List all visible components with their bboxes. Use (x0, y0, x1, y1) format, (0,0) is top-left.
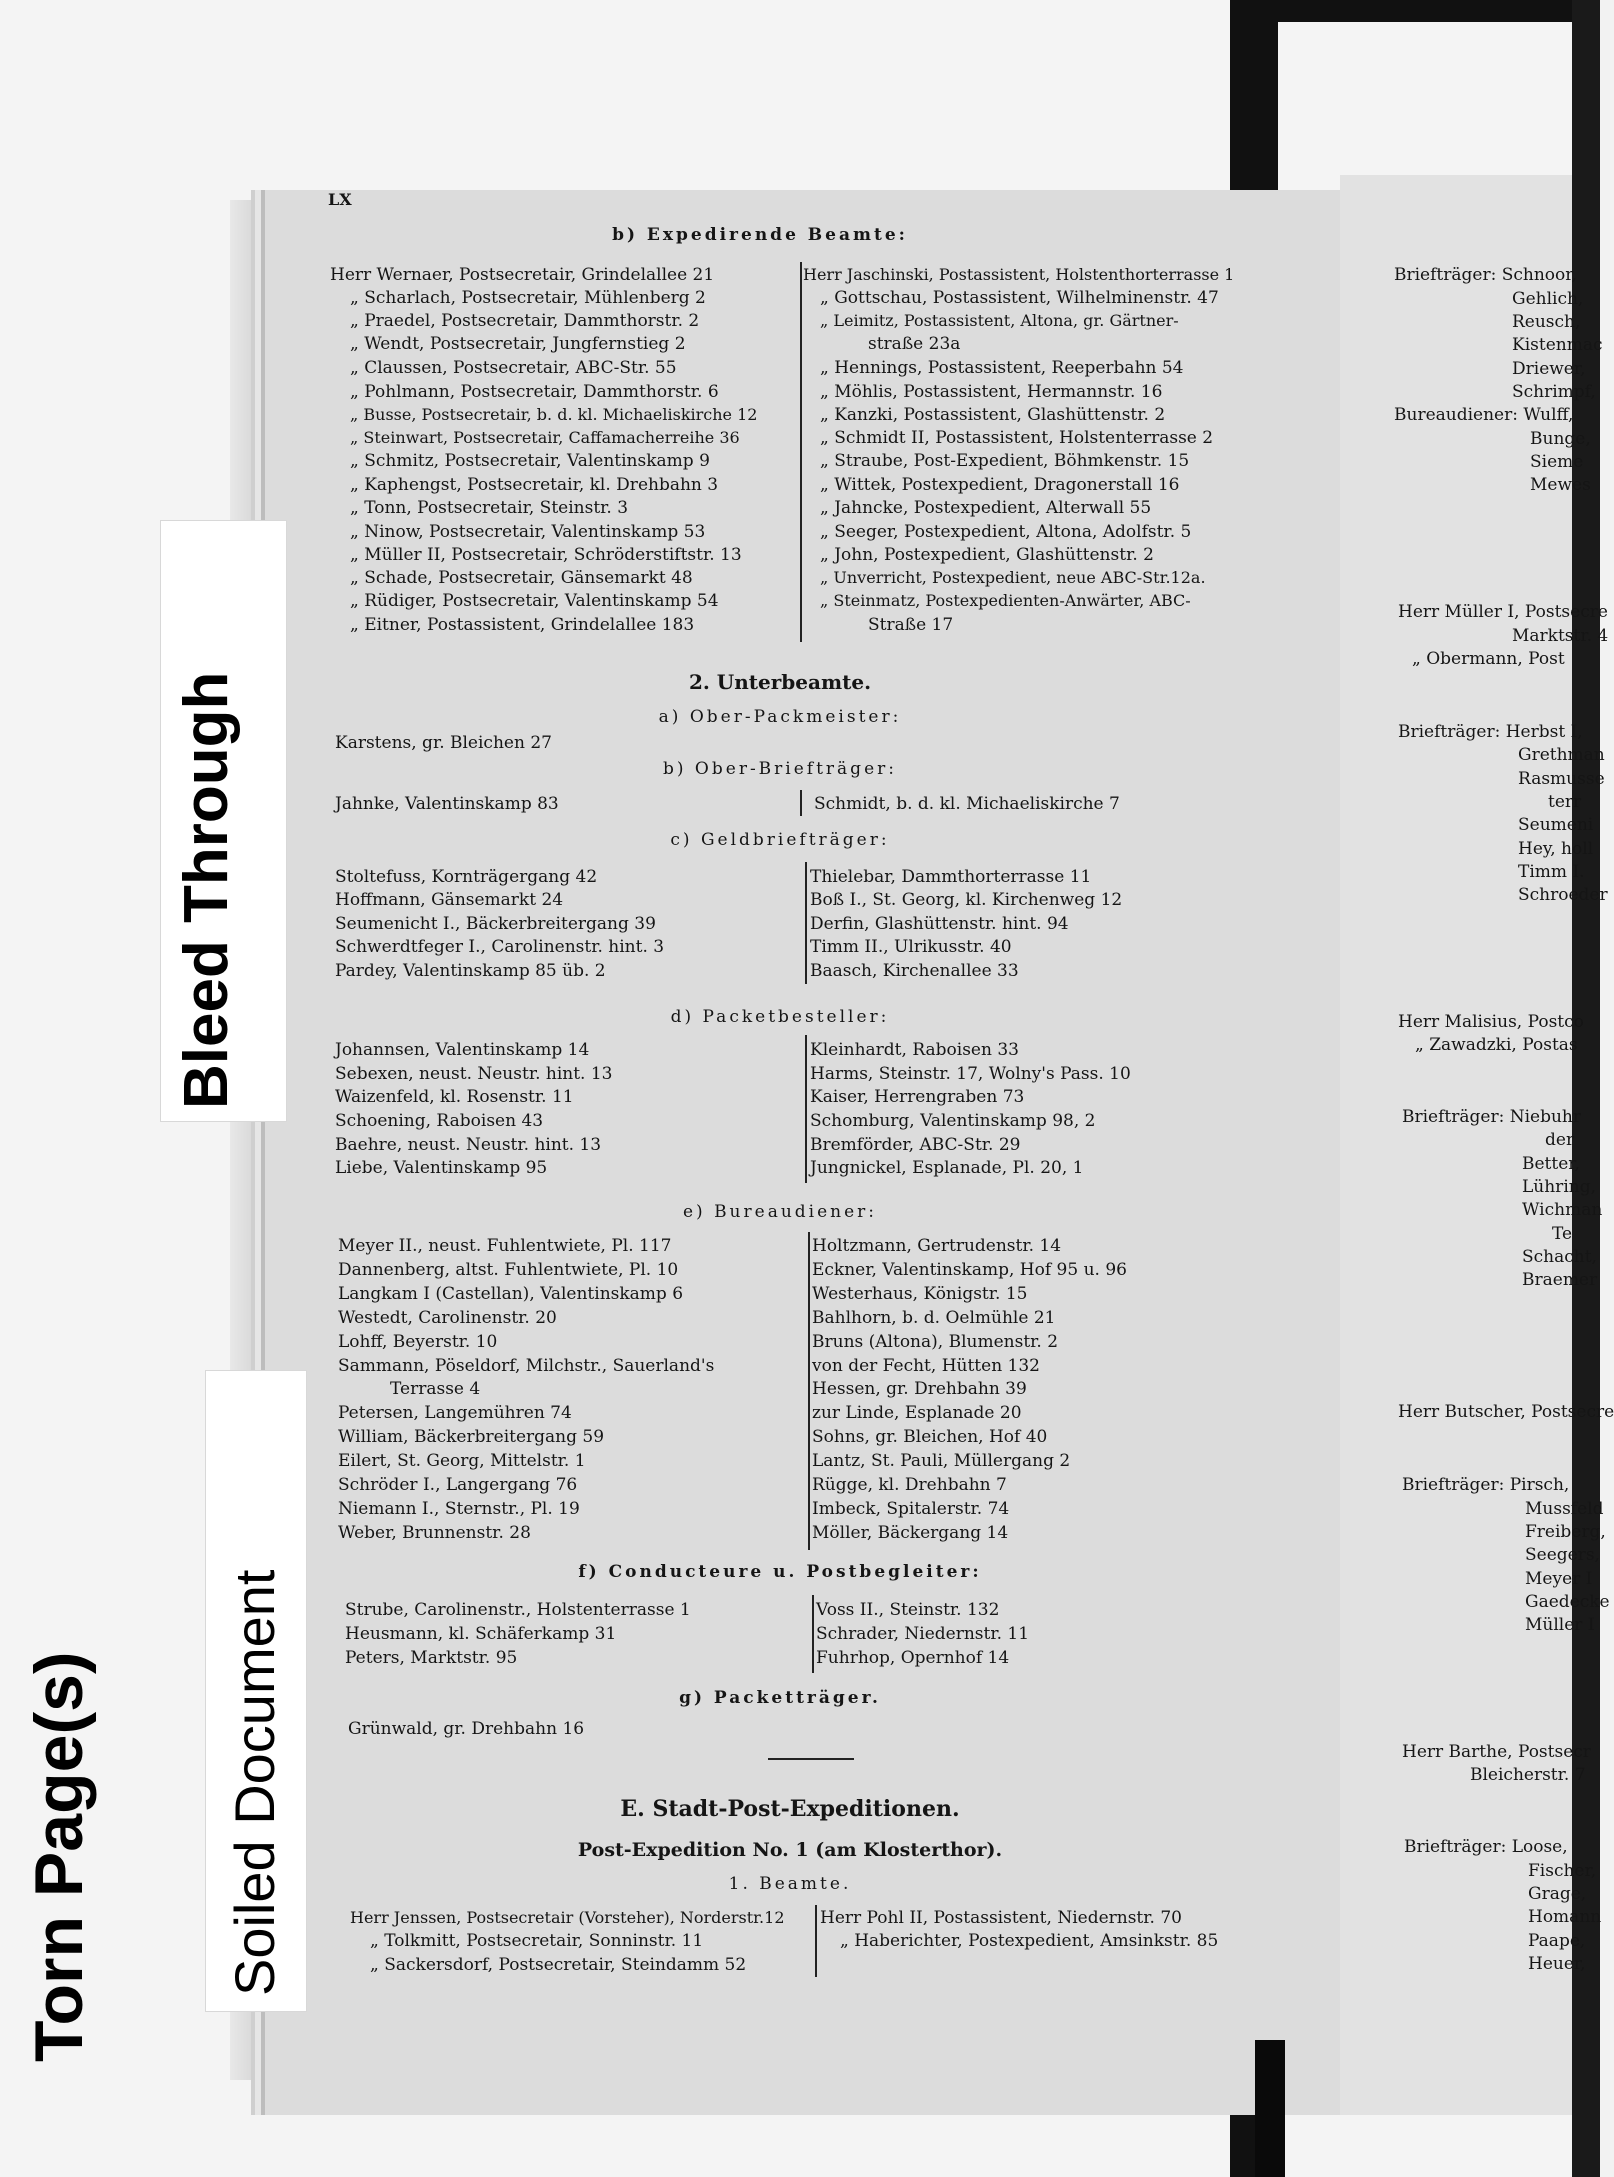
list-item: Müller I (1525, 1615, 1595, 1635)
list-item: Heusmann, kl. Schäferkamp 31 (345, 1624, 617, 1644)
list-item: Sieme (1530, 452, 1584, 472)
list-item: Schröder I., Langergang 76 (338, 1475, 578, 1495)
list-item: Herr Jaschinski, Postassistent, Holstenthorterrasse 1 (803, 265, 1235, 284)
list-item: Petersen, Langemühren 74 (338, 1403, 572, 1423)
list-item: Schmidt, b. d. kl. Michaeliskirche 7 (814, 794, 1120, 814)
list-item: „ Jahncke, Postexpedient, Alterwall 55 (820, 498, 1152, 518)
list-item: Briefträger: Herbst I, (1398, 722, 1583, 742)
list-item: Hey, holl (1518, 839, 1594, 859)
section-d-heading: d) Packetbesteller: (670, 1007, 890, 1027)
list-item: „ Hennings, Postassistent, Reeperbahn 54 (820, 358, 1184, 378)
list-item: Herr Müller I, Postsecre (1398, 602, 1608, 622)
section-b2-divider (800, 790, 802, 816)
list-item: „ Leimitz, Postassistent, Altona, gr. Gärtner- (820, 311, 1179, 330)
list-item: „ Pohlmann, Postsecretair, Dammthorstr. 6 (350, 382, 719, 402)
soiled-document-label: Soiled Document (223, 1569, 286, 1996)
list-item: „ Wittek, Postexpedient, Dragonerstall 16 (820, 475, 1180, 495)
list-item: „ Steinwart, Postsecretair, Caffamacherreihe 36 (350, 428, 740, 447)
list-item: Boß I., St. Georg, kl. Kirchenweg 12 (810, 890, 1123, 910)
list-item: Fuhrhop, Opernhof 14 (816, 1648, 1010, 1668)
list-item: Seumenicht I., Bäckerbreitergang 39 (335, 914, 656, 934)
section-e-heading: e) Bureaudiener: (682, 1202, 878, 1222)
list-item: Terrasse 4 (390, 1379, 481, 1399)
list-item: Gehlich, (1512, 289, 1584, 309)
list-item: Seumeni (1518, 815, 1594, 835)
list-item: Schoening, Raboisen 43 (335, 1111, 544, 1131)
list-item: Marktstr. 4 (1512, 626, 1609, 646)
list-item: Lühring, (1522, 1177, 1596, 1197)
list-item: Eilert, St. Georg, Mittelstr. 1 (338, 1451, 586, 1471)
section-d-divider (805, 1035, 807, 1183)
list-item: Seegers, (1525, 1545, 1600, 1565)
list-item: Briefträger: Schnoor, (1394, 265, 1577, 285)
list-item: Herr Butscher, Postsecre (1398, 1402, 1614, 1422)
list-item: Sebexen, neust. Neustr. hint. 13 (335, 1064, 613, 1084)
list-item: Heuer, (1528, 1954, 1586, 1974)
list-item: Johannsen, Valentinskamp 14 (335, 1040, 590, 1060)
list-item: Bunge, (1530, 429, 1591, 449)
list-item: „ Unverricht, Postexpedient, neue ABC-Str.12a. (820, 568, 1206, 587)
list-item: Holtzmann, Gertrudenstr. 14 (812, 1236, 1062, 1256)
list-item: straße 23a (868, 334, 961, 354)
section-E-subheading: Post-Expedition No. 1 (am Klosterthor). (577, 1839, 1003, 1861)
list-item: Timm II., Ulrikusstr. 40 (810, 937, 1012, 957)
list-item: Meyer II., neust. Fuhlentwiete, Pl. 117 (338, 1236, 672, 1256)
list-item: Hessen, gr. Drehbahn 39 (812, 1379, 1027, 1399)
list-item: Te (1552, 1224, 1573, 1244)
list-item: „ Schmitz, Postsecretair, Valentinskamp 9 (350, 451, 710, 471)
binding-bottom-shadow (1255, 2040, 1285, 2177)
list-item: Herr Barthe, Postsecr (1402, 1742, 1591, 1762)
list-item: Meyer I (1525, 1569, 1593, 1589)
list-item: „ John, Postexpedient, Glashüttenstr. 2 (820, 545, 1154, 565)
section-separator (768, 1758, 854, 1760)
list-item: Grethman (1518, 745, 1605, 765)
list-item: Bruns (Altona), Blumenstr. 2 (812, 1332, 1059, 1352)
list-item: Möller, Bäckergang 14 (812, 1523, 1009, 1543)
list-item: Jahnke, Valentinskamp 83 (335, 794, 559, 814)
section-e-divider (808, 1232, 810, 1550)
list-item: Imbeck, Spitalerstr. 74 (812, 1499, 1010, 1519)
list-item: zur Linde, Esplanade 20 (812, 1403, 1022, 1423)
list-item: Homann (1528, 1907, 1602, 1927)
list-item: Schwerdtfeger I., Carolinenstr. hint. 3 (335, 937, 665, 957)
list-item: Baehre, neust. Neustr. hint. 13 (335, 1135, 602, 1155)
list-item: von der Fecht, Hütten 132 (812, 1356, 1040, 1376)
list-item: Lohff, Beyerstr. 10 (338, 1332, 498, 1352)
list-item: Braemer (1522, 1270, 1598, 1290)
facing-page-text (1340, 175, 1614, 2115)
list-item: Niemann I., Sternstr., Pl. 19 (338, 1499, 580, 1519)
list-item: Grünwald, gr. Drehbahn 16 (348, 1719, 585, 1739)
list-item: Dannenberg, altst. Fuhlentwiete, Pl. 10 (338, 1260, 679, 1280)
list-item: Lantz, St. Pauli, Müllergang 2 (812, 1451, 1071, 1471)
list-item: Schrader, Niedernstr. 11 (816, 1624, 1030, 1644)
section-f-heading: f) Conducteure u. Postbegleiter: (578, 1562, 982, 1582)
list-item: der (1545, 1130, 1575, 1150)
list-item: Paape, (1528, 1931, 1586, 1951)
list-item: „ Schade, Postsecretair, Gänsemarkt 48 (350, 568, 693, 588)
list-item: „ Schmidt II, Postassistent, Holstenterrasse 2 (820, 428, 1214, 448)
list-item: Stoltefuss, Kornträgergang 42 (335, 867, 598, 887)
torn-pages-label: Torn Page(s) (21, 1651, 97, 2062)
list-item: Hoffmann, Gänsemarkt 24 (335, 890, 564, 910)
list-item: Schrimpf, (1512, 382, 1596, 402)
list-item: Schroeder (1518, 885, 1608, 905)
binding-top-shadow (1230, 0, 1600, 22)
section-g-heading: g) Packetträger. (679, 1688, 881, 1708)
list-item: „ Müller II, Postsecretair, Schröderstiftstr. 13 (350, 545, 742, 565)
list-item: Wichman (1522, 1200, 1603, 1220)
section-a-heading: a) Ober-Packmeister: (658, 707, 902, 727)
list-item: Voss II., Steinstr. 132 (816, 1600, 1000, 1620)
list-item: „ Kaphengst, Postsecretair, kl. Drehbahn 3 (350, 475, 719, 495)
section-E-heading: E. Stadt-Post-Expeditionen. (620, 1796, 960, 1822)
list-item: Weber, Brunnenstr. 28 (338, 1523, 531, 1543)
list-item: „ Obermann, Post (1412, 649, 1565, 669)
list-item: Westedt, Carolinenstr. 20 (338, 1308, 557, 1328)
section-2-heading: 2. Unterbeamte. (688, 670, 872, 694)
list-item: „ Wendt, Postsecretair, Jungfernstieg 2 (350, 334, 686, 354)
list-item: Thielebar, Dammthorterrasse 11 (810, 867, 1092, 887)
list-item: Bremförder, ABC-Str. 29 (810, 1135, 1021, 1155)
list-item: „ Sackersdorf, Postsecretair, Steindamm 52 (370, 1955, 747, 1975)
list-item: Bleicherstr. 7 (1470, 1765, 1586, 1785)
list-item: Karstens, gr. Bleichen 27 (335, 733, 552, 753)
list-item: Mewes (1530, 475, 1591, 495)
list-item: Herr Jenssen, Postsecretair (Vorsteher), Norderstr.12 (350, 1908, 785, 1927)
list-item: Bahlhorn, b. d. Oelmühle 21 (812, 1308, 1056, 1328)
section-b-heading: b) Expedirende Beamte: (612, 225, 908, 245)
section-E-beamte-heading: 1. Beamte. (728, 1874, 852, 1894)
list-item: Kaiser, Herrengraben 73 (810, 1087, 1025, 1107)
list-item: „ Möhlis, Postassistent, Hermannstr. 16 (820, 382, 1163, 402)
section-f-divider (812, 1595, 814, 1673)
list-item: Schacht, (1522, 1247, 1597, 1267)
list-item: Strube, Carolinenstr., Holstenterrasse 1 (345, 1600, 691, 1620)
list-item: Schomburg, Valentinskamp 98, 2 (810, 1111, 1096, 1131)
list-item: Baasch, Kirchenallee 33 (810, 961, 1019, 981)
section-b2-heading: b) Ober-Briefträger: (663, 759, 897, 779)
list-item: Mussfeld (1525, 1499, 1604, 1519)
list-item: „ Straube, Post-Expedient, Böhmkenstr. 15 (820, 451, 1190, 471)
section-E-divider (815, 1905, 817, 1977)
list-item: „ Seeger, Postexpedient, Altona, Adolfstr. 5 (820, 522, 1192, 542)
list-item: Rasmusse (1518, 769, 1605, 789)
list-item: Gaedecke (1525, 1592, 1610, 1612)
list-item: Rügge, kl. Drehbahn 7 (812, 1475, 1007, 1495)
list-item: „ Eitner, Postassistent, Grindelallee 183 (350, 615, 695, 635)
bleed-through-tag (160, 520, 287, 1122)
list-item: „ Praedel, Postsecretair, Dammthorstr. 2 (350, 311, 700, 331)
list-item: Jungnickel, Esplanade, Pl. 20, 1 (810, 1158, 1084, 1178)
list-item: Better, (1522, 1154, 1580, 1174)
list-item: Grage, (1528, 1884, 1587, 1904)
list-item: Kleinhardt, Raboisen 33 (810, 1040, 1019, 1060)
list-item: Straße 17 (868, 615, 954, 635)
section-c-heading: c) Geldbriefträger: (670, 830, 890, 850)
list-item: Fischer, (1528, 1861, 1597, 1881)
list-item: Kistenmac (1512, 335, 1603, 355)
list-item: „ Haberichter, Postexpedient, Amsinkstr. 85 (840, 1931, 1219, 1951)
list-item: „ Tonn, Postsecretair, Steinstr. 3 (350, 498, 629, 518)
list-item: „ Tolkmitt, Postsecretair, Sonninstr. 11 (370, 1931, 704, 1951)
torn-pages-tag (0, 1320, 110, 2080)
list-item: Langkam I (Castellan), Valentinskamp 6 (338, 1284, 684, 1304)
list-item: Freiberg, (1525, 1522, 1606, 1542)
list-item: „ Kanzki, Postassistent, Glashüttenstr. 2 (820, 405, 1166, 425)
list-item: Waizenfeld, kl. Rosenstr. 11 (335, 1087, 574, 1107)
list-item: Derfin, Glashüttenstr. hint. 94 (810, 914, 1069, 934)
list-item: terr (1548, 792, 1582, 812)
list-item: Sammann, Pöseldorf, Milchstr., Sauerland's (338, 1356, 715, 1376)
list-item: Liebe, Valentinskamp 95 (335, 1158, 548, 1178)
list-item: „ Ninow, Postsecretair, Valentinskamp 53 (350, 522, 706, 542)
list-item: Briefträger: Niebuhr (1402, 1107, 1581, 1127)
list-item: „ Steinmatz, Postexpedienten-Anwärter, ABC- (820, 591, 1191, 610)
list-item: „ Rüdiger, Postsecretair, Valentinskamp 54 (350, 591, 719, 611)
list-item: Peters, Marktstr. 95 (345, 1648, 518, 1668)
list-item: Sohns, gr. Bleichen, Hof 40 (812, 1427, 1048, 1447)
list-item: Harms, Steinstr. 17, Wolny's Pass. 10 (810, 1064, 1131, 1084)
section-c-divider (805, 862, 807, 984)
list-item: „ Busse, Postsecretair, b. d. kl. Michaeliskirche 12 (350, 405, 758, 424)
list-item: Pardey, Valentinskamp 85 üb. 2 (335, 961, 606, 981)
section-b-divider (800, 262, 802, 642)
list-item: Briefträger: Loose, (1404, 1837, 1568, 1857)
list-item: Briefträger: Pirsch, (1402, 1475, 1570, 1495)
soiled-document-tag (205, 1370, 307, 2012)
list-item: Herr Malisius, Postco (1398, 1012, 1584, 1032)
list-item: Reusch, (1512, 312, 1581, 332)
list-item: Westerhaus, Königstr. 15 (812, 1284, 1028, 1304)
bleed-through-label: Bleed Through (172, 671, 241, 1109)
list-item: Herr Wernaer, Postsecretair, Grindelallee 21 (330, 265, 715, 285)
list-item: Timm I. (1518, 862, 1585, 882)
page-number: LX (328, 190, 352, 209)
list-item: Driewer, (1512, 359, 1586, 379)
list-item: Bureaudiener: Wulff, (1394, 405, 1574, 425)
list-item: Herr Pohl II, Postassistent, Niedernstr. 70 (820, 1908, 1182, 1928)
list-item: William, Bäckerbreitergang 59 (338, 1427, 605, 1447)
list-item: „ Claussen, Postsecretair, ABC-Str. 55 (350, 358, 677, 378)
list-item: „ Gottschau, Postassistent, Wilhelminenstr. 47 (820, 288, 1219, 308)
list-item: „ Zawadzki, Postas (1415, 1035, 1578, 1055)
list-item: Eckner, Valentinskamp, Hof 95 u. 96 (812, 1260, 1127, 1280)
list-item: „ Scharlach, Postsecretair, Mühlenberg 2 (350, 288, 706, 308)
